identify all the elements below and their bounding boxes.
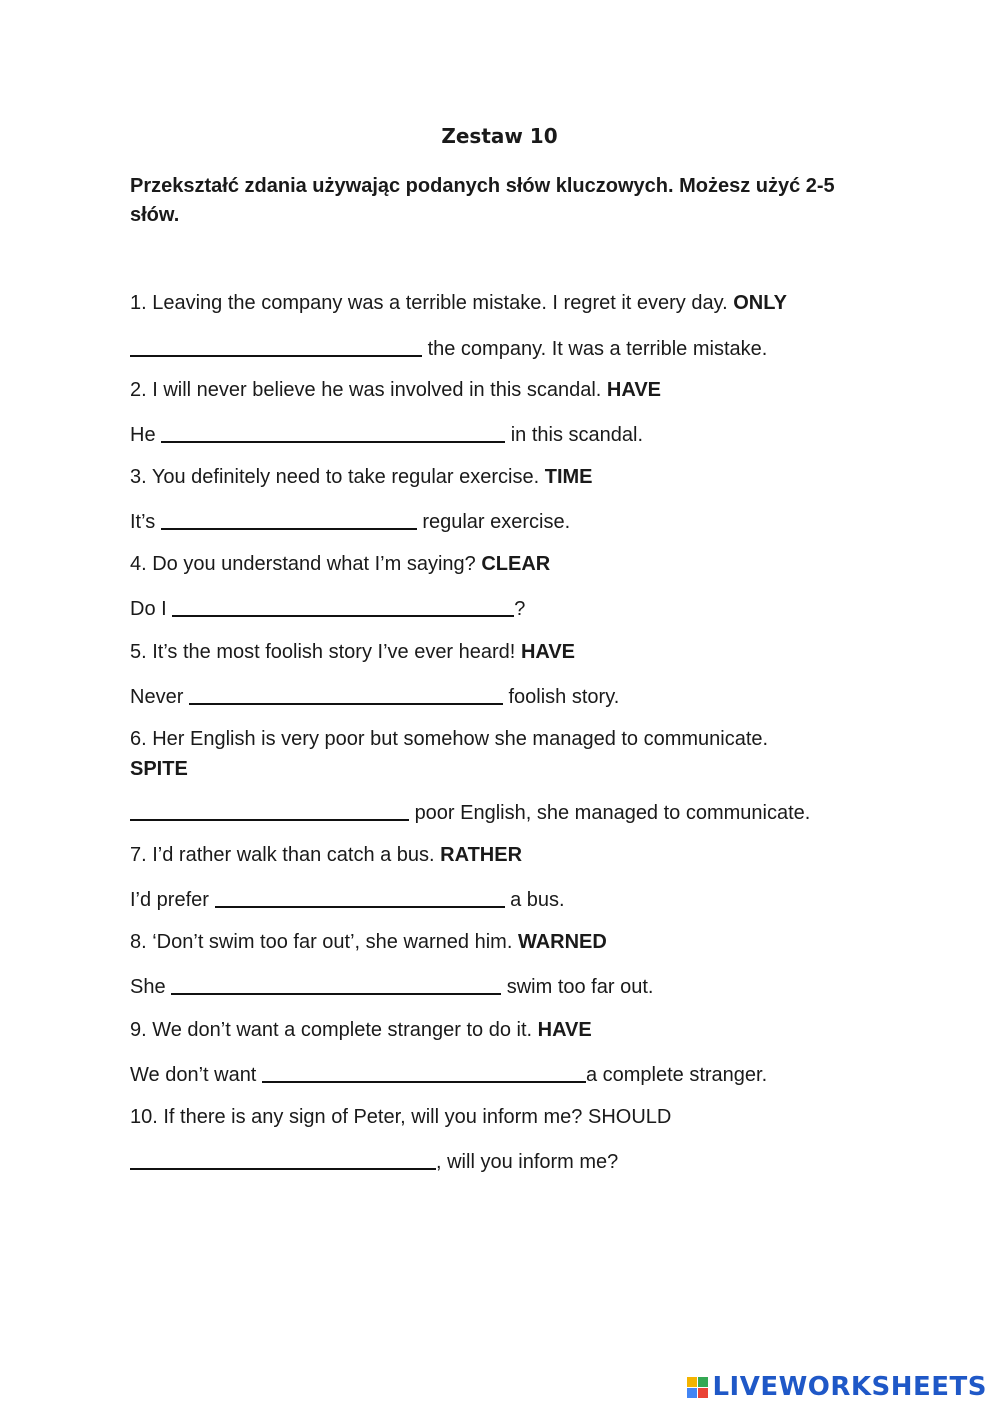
keyword: TIME <box>544 466 593 488</box>
question-4 <box>130 551 550 577</box>
answer-line-3 <box>130 508 570 535</box>
keyword: SPITE <box>130 758 188 780</box>
question-6 <box>130 726 768 752</box>
answer-suffix: in this scandal. <box>510 424 643 446</box>
answer-blank[interactable] <box>161 510 417 530</box>
keyword: HAVE <box>537 1019 592 1041</box>
answer-blank[interactable] <box>189 685 503 705</box>
question-text: 6. Her English is very poor but somehow she managed to communicate. <box>130 728 769 750</box>
answer-line-4 <box>130 595 525 622</box>
worksheet-title: Zestaw 10 <box>441 124 558 148</box>
answer-line-1 <box>130 335 767 362</box>
question-8 <box>130 929 607 955</box>
answer-suffix: swim too far out. <box>506 976 654 998</box>
answer-line-7 <box>130 886 565 913</box>
answer-suffix: , will you inform me? <box>436 1151 619 1173</box>
answer-prefix: I’d prefer <box>130 889 209 911</box>
answer-line-9 <box>130 1061 767 1088</box>
answer-suffix: ? <box>514 598 526 620</box>
question-2 <box>130 377 661 403</box>
answer-blank[interactable] <box>130 1150 436 1170</box>
liveworksheets-mark-icon <box>687 1377 708 1398</box>
question-text: 8. ‘Don’t swim too far out’, she warned him. <box>130 931 513 953</box>
question-text: 9. We don’t want a complete stranger to do it. <box>130 1019 533 1041</box>
question-7 <box>130 842 522 868</box>
answer-blank[interactable] <box>130 801 409 821</box>
answer-suffix: regular exercise. <box>422 511 571 533</box>
liveworksheets-logo <box>687 1372 987 1402</box>
answer-line-8 <box>130 973 653 1000</box>
question-text: 4. Do you understand what I’m saying? <box>130 553 476 575</box>
answer-line-2 <box>130 421 643 448</box>
answer-suffix: a bus. <box>510 889 565 911</box>
question-text: 10. If there is any sign of Peter, will you inform me? <box>130 1106 583 1128</box>
answer-blank[interactable] <box>262 1063 586 1083</box>
answer-blank[interactable] <box>215 888 505 908</box>
question-text: 2. I will never believe he was involved in this scandal. <box>130 379 602 401</box>
answer-blank[interactable] <box>161 423 505 443</box>
question-3 <box>130 464 593 490</box>
question-10 <box>130 1104 671 1130</box>
answer-blank[interactable] <box>172 597 514 617</box>
keyword: ONLY <box>733 292 787 314</box>
keyword: HAVE <box>520 641 576 663</box>
keyword: SHOULD <box>588 1106 672 1128</box>
answer-prefix: He <box>130 424 156 446</box>
keyword: HAVE <box>606 379 662 401</box>
question-6-keyword-line <box>130 756 188 782</box>
answer-prefix: Do I <box>130 598 167 620</box>
answer-prefix: We don’t want <box>130 1064 257 1086</box>
instruction-text: Przekształć zdania używając podanych słów kluczowych. Możesz użyć 2-5 słów. <box>130 175 835 226</box>
question-5 <box>130 639 575 665</box>
answer-line-10 <box>130 1148 618 1175</box>
answer-blank[interactable] <box>130 337 422 357</box>
question-9 <box>130 1017 592 1043</box>
answer-prefix: Never <box>130 686 184 708</box>
answer-suffix: a complete stranger. <box>585 1064 768 1086</box>
answer-blank[interactable] <box>171 975 501 995</box>
question-text: 7. I’d rather walk than catch a bus. <box>130 844 435 866</box>
question-text: 3. You definitely need to take regular exercise. <box>130 466 540 488</box>
question-text: 5. It’s the most foolish story I’ve ever heard! <box>130 641 516 663</box>
answer-prefix: She <box>130 976 166 998</box>
answer-prefix: It’s <box>130 511 156 533</box>
question-text: 1. Leaving the company was a terrible mistake. I regret it every day. <box>130 292 728 314</box>
answer-line-6 <box>130 799 810 826</box>
keyword: RATHER <box>440 844 523 866</box>
answer-suffix: the company. It was a terrible mistake. <box>427 338 768 360</box>
keyword: WARNED <box>517 931 607 953</box>
keyword: CLEAR <box>481 553 551 575</box>
question-1 <box>130 290 787 316</box>
answer-line-5 <box>130 683 619 710</box>
answer-suffix: foolish story. <box>508 686 620 708</box>
answer-suffix: poor English, she managed to communicate. <box>414 802 811 824</box>
brand-text: LIVEWORKSHEETS <box>712 1372 987 1402</box>
